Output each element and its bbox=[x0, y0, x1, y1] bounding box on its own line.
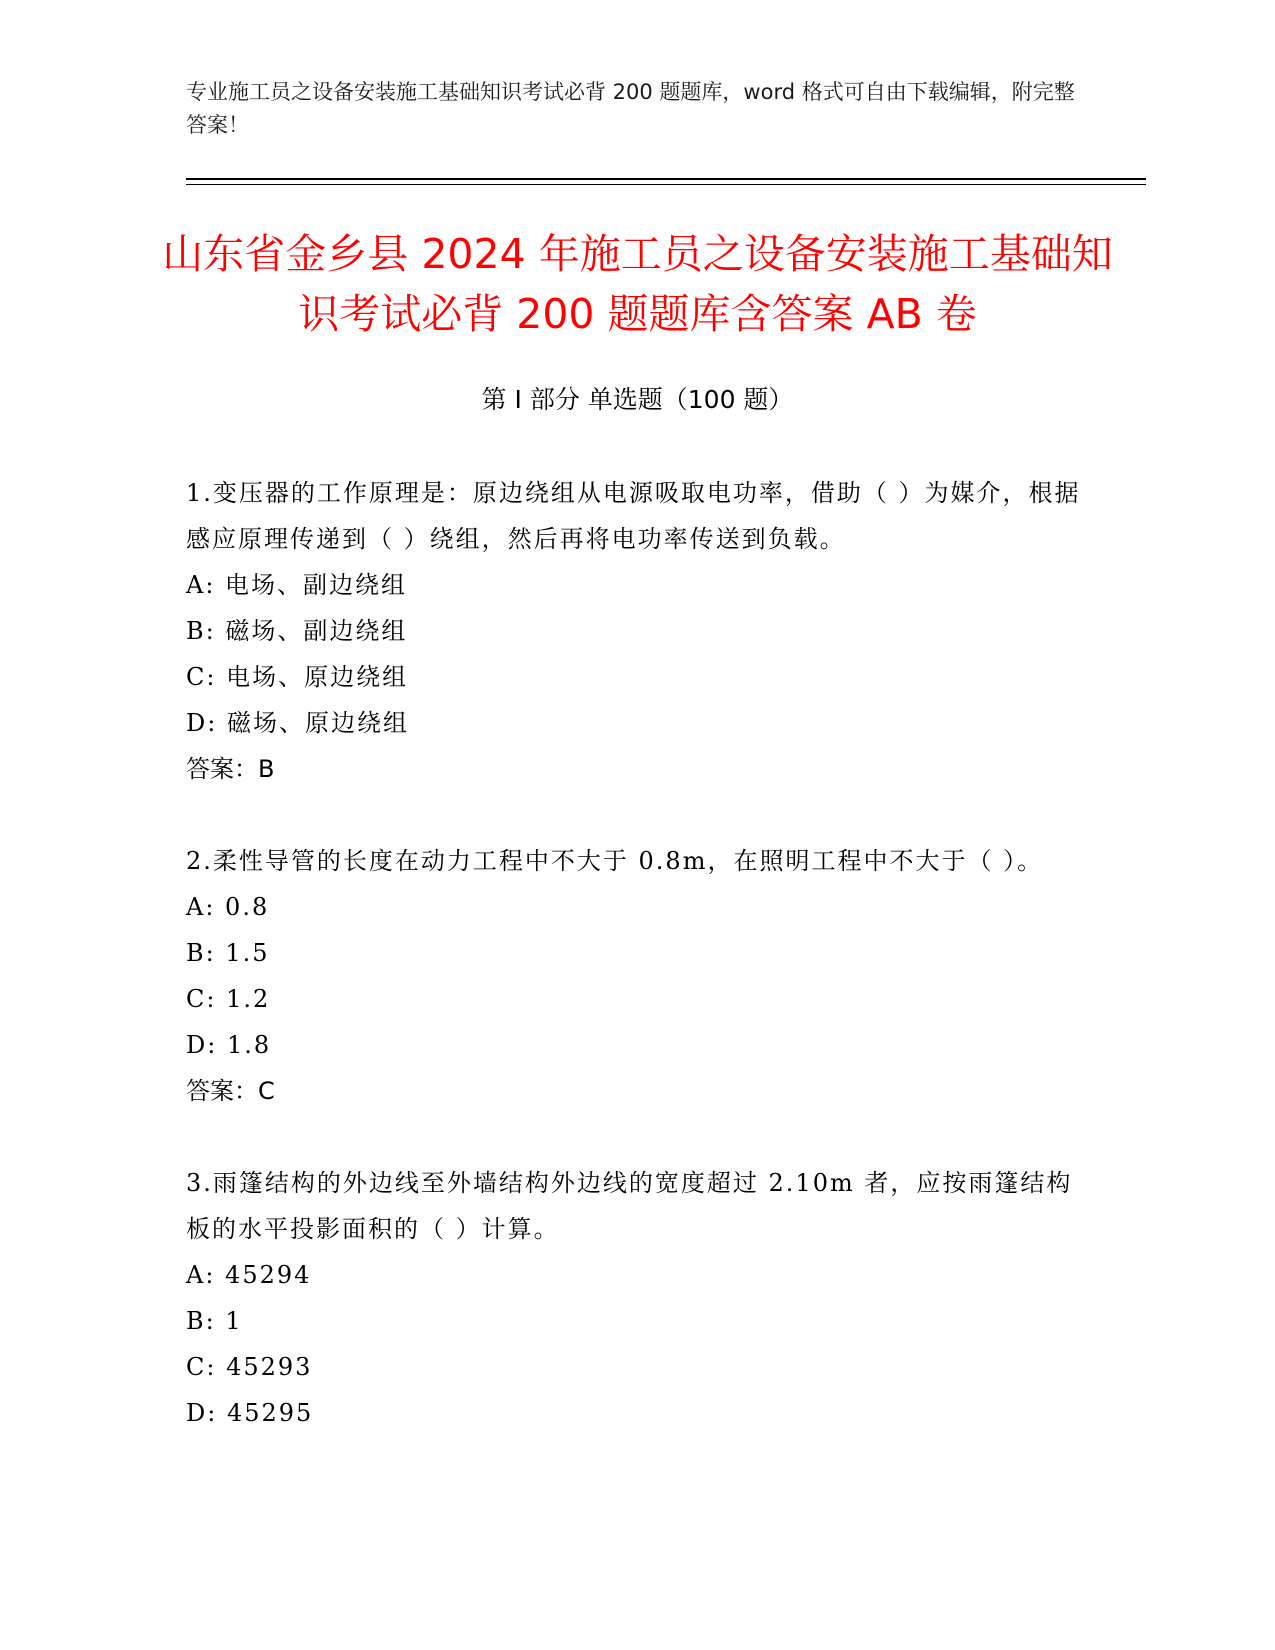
option-b: B: 磁场、副边绕组 bbox=[186, 617, 408, 645]
option-c: C: 1.2 bbox=[186, 985, 271, 1013]
document-title: 山东省金乡县 2024 年施工员之设备安装施工基础知识考试必背 200 题题库含答案 AB 卷 bbox=[162, 230, 1113, 338]
header-rule-thin bbox=[186, 184, 1146, 185]
question-2 bbox=[186, 838, 1086, 1114]
header-note: 专业施工员之设备安装施工基础知识考试必背 200 题题库，word 格式可自由下载编辑，附完整答案！ bbox=[186, 80, 1075, 137]
option-d: D: 磁场、原边绕组 bbox=[186, 709, 409, 737]
option-c: C: 45293 bbox=[186, 1353, 313, 1381]
option-d: D: 1.8 bbox=[186, 1031, 272, 1059]
option-d: D: 45295 bbox=[186, 1399, 314, 1427]
question-stem: 1.变压器的工作原理是：原边绕组从电源吸取电功率，借助（ ）为媒介，根据感应原理传递到（ ）绕组，然后再将电功率传送到负载。 bbox=[186, 479, 1081, 553]
option-a: A: 0.8 bbox=[186, 893, 270, 921]
question-3 bbox=[186, 1160, 1086, 1436]
question-stem: 2.柔性导管的长度在动力工程中不大于 0.8m，在照明工程中不大于（ ）。 bbox=[186, 847, 1044, 875]
answer: 答案：B bbox=[186, 755, 275, 783]
option-a: A: 电场、副边绕组 bbox=[186, 571, 408, 599]
option-c: C: 电场、原边绕组 bbox=[186, 663, 409, 691]
question-1 bbox=[186, 470, 1086, 792]
question-list bbox=[186, 470, 1086, 1482]
option-b: B: 1 bbox=[186, 1307, 243, 1335]
section-heading: 第 I 部分 单选题（100 题） bbox=[481, 385, 794, 414]
question-stem: 3.雨篷结构的外边线至外墙结构外边线的宽度超过 2.10m 者，应按雨篷结构板的水平投影面积的（ ）计算。 bbox=[186, 1169, 1073, 1243]
option-a: A: 45294 bbox=[186, 1261, 312, 1289]
answer: 答案：C bbox=[186, 1077, 275, 1105]
option-b: B: 1.5 bbox=[186, 939, 270, 967]
header-rule-thick bbox=[186, 178, 1146, 180]
